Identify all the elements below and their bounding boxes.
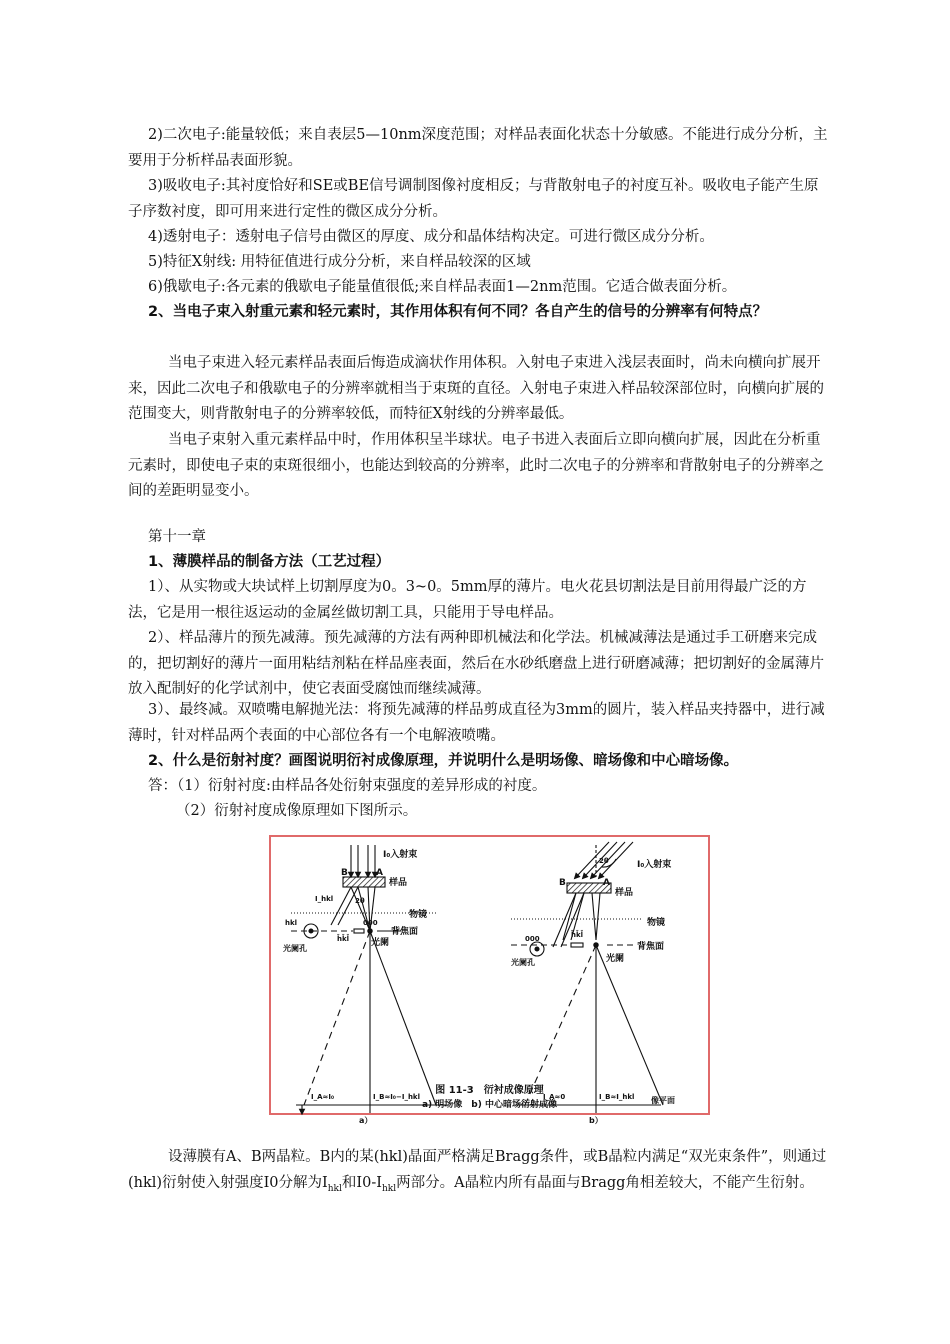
label-b-aperture-hole: 光阑孔 [511,958,535,967]
label-a-sample: 样品 [389,878,408,888]
label-b-image-plane: 像平面 [651,1096,675,1105]
diagram-a-bright-field [291,845,446,1113]
label-b-objective: 物镜 [647,918,666,928]
label-b-IA: I_A≈0 [543,1093,566,1101]
label-b-aperture: 光阑 [606,954,625,964]
label-a-hkl-bar: h̄k̄l̄ [337,935,350,943]
answer-definition: 答：（1）衍射衬度:由样品各处衍射束强度的差异形成的衬度。 [148,778,547,794]
figure-diagram [271,837,712,1125]
closing-sub-2: hkl [382,1183,397,1194]
question-thin-film-prep: 1、薄膜样品的制备方法（工艺过程） [148,554,391,570]
label-b: b） [589,1116,603,1125]
label-a-two-theta: 2θ [355,897,365,905]
label-b-hkl-bar: h̄k̄l̄ [571,931,584,939]
figure-subcaption: a) 明场像 b) 中心暗场衍射成像 [421,1100,557,1110]
paragraph-absorbed-electron: 3)吸收电子:其衬度恰好和SE或BE信号调制图像衬度相反；与背散射电子的衬度互补。吸收电子能产生原子序数衬度，即可用来进行定性的微区成分分析。 [128,178,819,220]
label-a-IB: I_B≈I₀−I_hkl [373,1093,420,1101]
step-final-thinning: 3）、最终减。双喷嘴电解抛光法：将预先减薄的样品剪成直径为3mm的圆片，装入样品夹持器中，进行减薄时，针对样品两个表面的中心部位各有一个电解液喷嘴。 [128,702,825,744]
paragraph-transmitted-electron: 4)透射电子：透射电子信号由微区的厚度、成分和晶体结构决定。可进行微区成分分析。 [148,229,714,245]
step-pre-thinning: 2）、样品薄片的预先减薄。预先减薄的方法有两种即机械法和化学法。机械减薄法是通过手工研磨来完成的，把切割好的薄片一面用粘结剂粘在样品座表面，然后在水砂纸磨盘上进行研磨减薄；把切割好的金属薄片放入配制好的化学试剂中，使它表面受腐蚀而继续减薄。 [128,630,824,697]
label-b-000: 000 [525,935,540,943]
label-b-IB: I_B≈I_hkl [599,1093,635,1101]
label-a: a） [359,1116,373,1125]
answer-principle-intro: （2）衍射衬度成像原理如下图所示。 [176,803,418,819]
paragraph-characteristic-xray: 5)特征X射线: 用特征值进行成分分析，来自样品较深的区域 [148,254,531,270]
answer-light-elements: 当电子束进入轻元素样品表面后悔造成滴状作用体积。入射电子束进入浅层表面时，尚未向横向扩展开来，因此二次电子和俄歇电子的分辨率就相当于束斑的直径。入射电子束进入样品较深部位时，向横向扩展的范围变大，则背散射电子的分辨率较低，而特征X射线的分辨率最低。 [128,355,824,422]
label-a-A: A [376,868,383,878]
diagram-b-central-dark-field [511,842,666,1113]
label-a-hkl: hkl [285,919,298,927]
paragraph-secondary-electron: 2)二次电子:能量较低；来自表层5—10nm深度范围；对样品表面化状态十分敏感。不能进行成分分析，主要用于分析样品表面形貌。 [128,127,828,169]
closing-paragraph [128,1145,828,1202]
label-b-back-focal: 背焦面 [637,942,665,952]
label-b-B: B [559,878,566,888]
closing-sub-1: hkl [327,1183,342,1194]
closing-text-b: 两部分。A晶粒内所有晶面与Bragg角相差较大，不能产生衍射。 [396,1174,814,1191]
label-a-back-focal: 背焦面 [391,927,419,937]
label-a-IA: I_A≈I₀ [311,1093,335,1101]
step-cutting: 1）、从实物或大块试样上切割厚度为0。3~0。5mm厚的薄片。电火花县切割法是目前用得最广泛的方法，它是用一根往返运动的金属丝做切割工具，只能用于导电样品。 [128,579,807,621]
question-diffraction-contrast: 2、什么是衍射衬度？画图说明衍衬成像原理，并说明什么是明场像、暗场像和中心暗场像。 [148,753,739,769]
label-a-aperture-hole: 光阑孔 [283,944,307,953]
label-a-ihkl: I_hkl [315,895,334,903]
label-b-two-theta: 2θ [599,857,609,865]
question-heavy-light-elements: 2、当电子束入射重元素和轻元素时，其作用体积有何不同？各自产生的信号的分辨率有何特点？ [148,304,768,320]
label-a-000: 000 [363,919,378,927]
closing-text-mid: 和I0-I [341,1174,382,1191]
closing-text-a: 设薄膜有A、B两晶粒。B内的某(hkl)晶面严格满足Bragg条件，或B晶粒内满足“双光束条件”，则通过(hkl)衍射使入射强度I0分解为I [128,1149,827,1191]
label-a-B: B [341,868,348,878]
answer-heavy-elements: 当电子束射入重元素样品中时，作用体积呈半球状。电子书进入表面后立即向横向扩展，因此在分析重元素时，即使电子束的束斑很细小，也能达到较高的分辨率，此时二次电子的分辨率和背散射电子的分辨率之间的差距明显变小。 [128,432,824,499]
chapter-title: 第十一章 [148,529,206,545]
figure-diffraction-contrast [269,835,710,1125]
label-a-aperture: 光阑 [371,938,390,948]
label-a-incident: I₀入射束 [383,850,418,860]
label-b-sample: 样品 [615,888,634,898]
paragraph-auger-electron: 6)俄歇电子:各元素的俄歇电子能量值很低;来自样品表面1—2nm范围。它适合做表面分析。 [148,279,737,295]
figure-caption: 图 11-3 衍衬成像原理 [435,1085,544,1096]
label-b-incident: I₀入射束 [637,860,672,870]
label-b-A: A [603,878,610,888]
label-a-objective: 物镜 [409,910,428,920]
